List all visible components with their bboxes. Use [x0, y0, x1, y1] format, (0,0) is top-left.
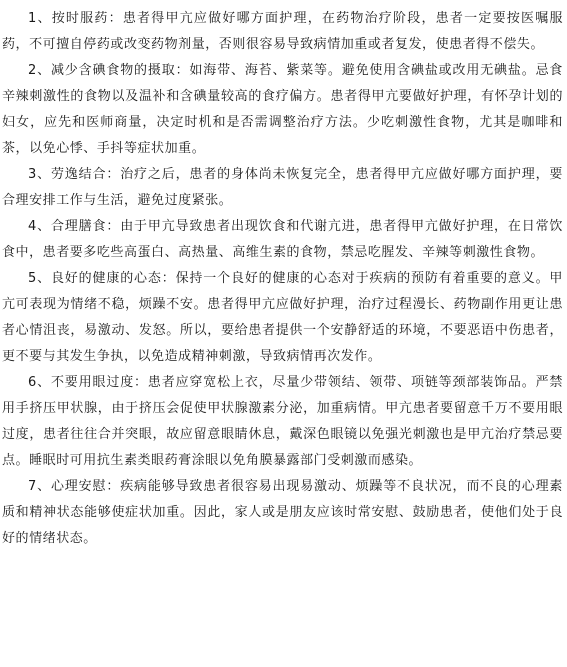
paragraph-iodine-diet: 2、减少含碘食物的摄取：如海带、海苔、紫菜等。避免使用含碘盐或改用无碘盐。忌食辛辣刺激性的食物以及温补和含碘量较高的食疗偏方。患者得甲亢要做好护理，有怀孕计划的妇女，应先和医师商量，决定时机和是否需调整治疗方法。少吃刺激性食物，尤其是咖啡和茶，以免心悸、手抖等症状加重。	[2, 63, 563, 156]
paragraph-medication: 1、按时服药：患者得甲亢应做好哪方面护理，在药物治疗阶段，患者一定要按医嘱服药，不可擅自停药或改变药物剂量，否则很容易导致病情加重或者复发，使患者得不偿失。	[2, 11, 563, 52]
paragraph-mindset: 5、良好的健康的心态：保持一个良好的健康的心态对于疾病的预防有着重要的意义。甲亢可表现为情绪不稳，烦躁不安。患者得甲亢应做好护理，治疗过程漫长、药物副作用更让患者心情沮丧，易激动、发怒。所以，要给患者提供一个安静舒适的环境，不要恶语中伤患者，更不要与其发生争执，以免造成精神刺激，导致病情再次发作。	[2, 271, 563, 364]
paragraph-balanced-diet: 4、合理膳食：由于甲亢导致患者出现饮食和代谢亢进，患者得甲亢做好护理，在日常饮食中，患者要多吃些高蛋白、高热量、高维生素的食物，禁忌吃腥发、辛辣等刺激性食物。	[2, 219, 563, 260]
paragraph-comfort: 7、心理安慰：疾病能够导致患者很容易出现易激动、烦躁等不良状况，而不良的心理素质和精神状态能够使症状加重。因此，家人或是朋友应该时常安慰、鼓励患者，使他们处于良好的情绪状态。	[2, 479, 563, 546]
paragraph-work-rest: 3、劳逸结合：治疗之后，患者的身体尚未恢复完全，患者得甲亢应做好哪方面护理，要合理安排工作与生活，避免过度紧张。	[2, 167, 563, 208]
paragraph-eye-care: 6、不要用眼过度：患者应穿宽松上衣，尽量少带领结、领带、项链等颈部装饰品。严禁用手挤压甲状腺，由于挤压会促使甲状腺激素分泌，加重病情。甲亢患者要留意千万不要用眼过度，患者往往合并突眼，故应留意眼睛休息，戴深色眼镜以免强光刺激也是甲亢治疗禁忌要点。睡眠时可用抗生素类眼药膏涂眼以免角膜暴露部门受刺激而感染。	[2, 375, 563, 468]
